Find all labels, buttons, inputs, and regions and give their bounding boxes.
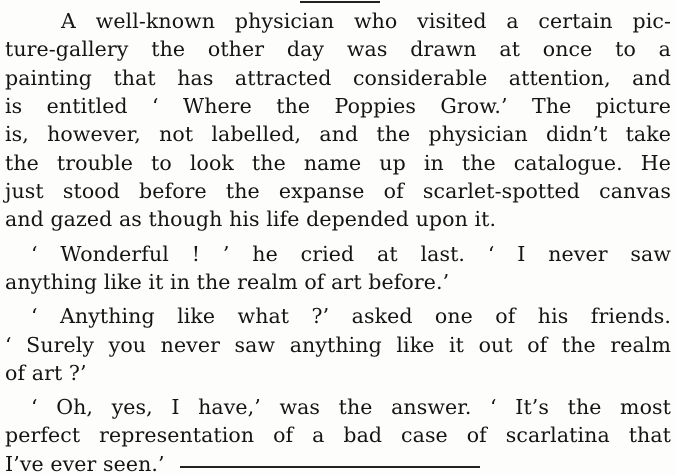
article-line: ‘ Wonderful ! ’ he cried at last. ‘ I never saw bbox=[31, 241, 671, 266]
article-line: of art ?’ bbox=[5, 360, 87, 385]
article-line: painting that has attracted considerable attention, and bbox=[5, 65, 671, 90]
article-line: I’ve ever seen.’ bbox=[5, 451, 165, 475]
top-separator-rule bbox=[300, 1, 380, 3]
article-line: ‘ Surely you never saw anything like it out of the realm bbox=[5, 332, 671, 357]
article-line: ‘ Anything like what ?’ asked one of his friends. bbox=[31, 304, 671, 329]
article-line: is entitled ‘ Where the Poppies Grow.’ The picture bbox=[5, 93, 671, 118]
article-line: ‘ Oh, yes, I have,’ was the answer. ‘ It’s the most bbox=[31, 395, 671, 420]
article-line: anything like it in the realm of art before.’ bbox=[5, 269, 450, 294]
article-line: is, however, not labelled, and the physician didn’t take bbox=[5, 122, 671, 147]
article-line: the trouble to look the name up in the catalogue. He bbox=[5, 150, 671, 175]
article-line: ture-gallery the other day was drawn at once to a bbox=[5, 37, 671, 62]
article-line: A well-known physician who visited a certain pic- bbox=[61, 9, 671, 33]
article-line: and gazed as though his life depended upon it. bbox=[5, 207, 497, 232]
article-line: perfect representation of a bad case of scarlatina that bbox=[5, 423, 671, 448]
article-line: just stood before the expanse of scarlet-spotted canvas bbox=[5, 178, 671, 203]
bottom-separator-rule bbox=[180, 466, 480, 468]
